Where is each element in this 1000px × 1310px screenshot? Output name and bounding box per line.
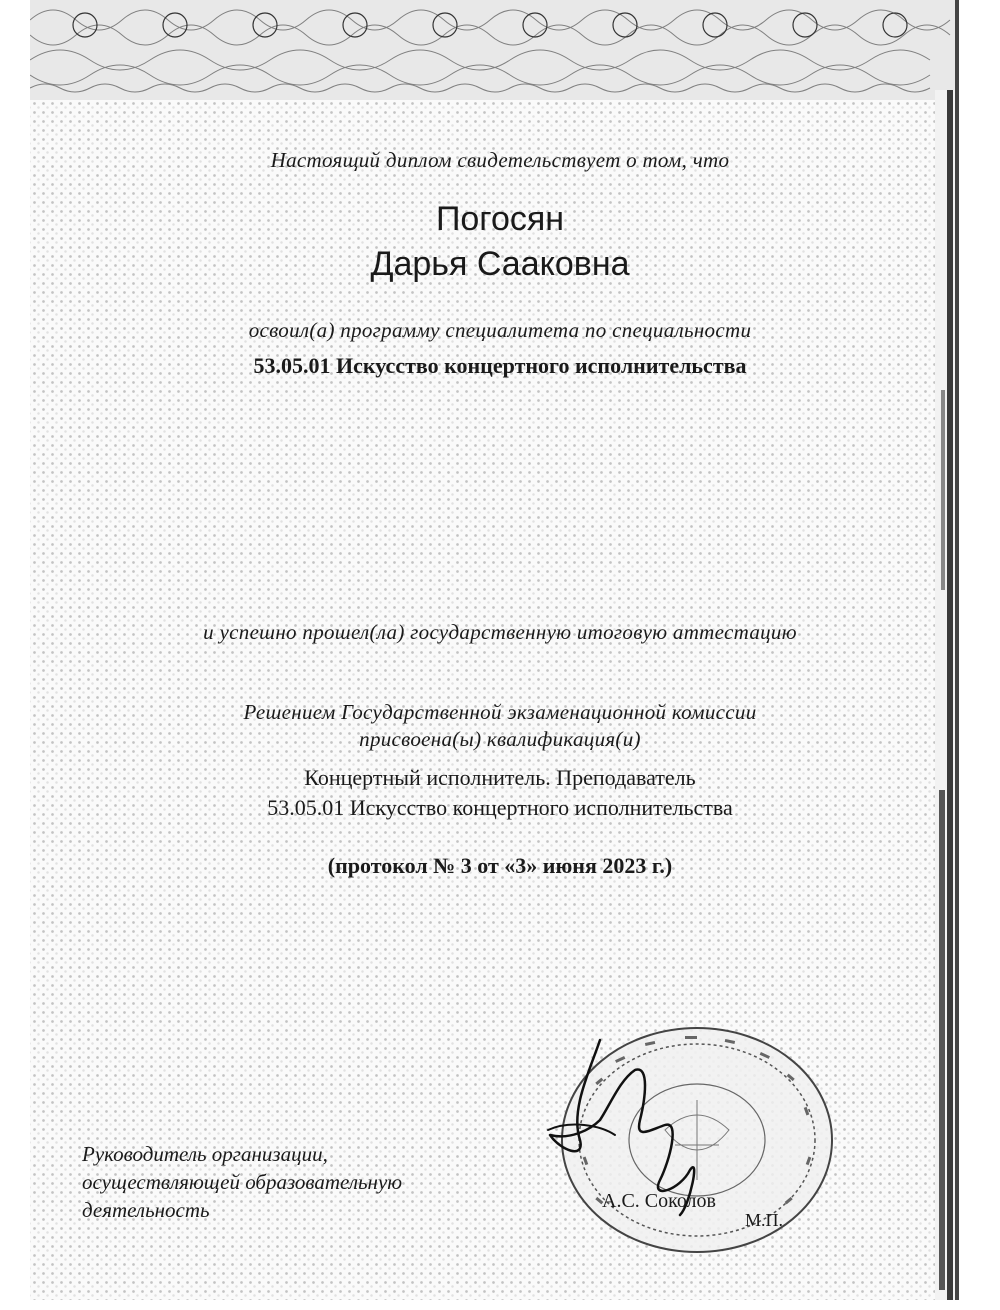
specialty-code: 53.05.01 Искусство концертного исполнительства: [253, 353, 747, 378]
student-given-names: Дарья Сааковна: [370, 245, 630, 283]
signer-name: А.С. Соколов: [602, 1190, 716, 1212]
diploma-intro: Настоящий диплом свидетельствует о том, что: [270, 148, 730, 172]
guilloche-ornament: [30, 0, 955, 100]
signatory-role-line: Руководитель организации,: [82, 1142, 328, 1166]
qualification-specialty: 53.05.01 Искусство концертного исполнительства: [267, 795, 733, 820]
commission-decision: Решением Государственной экзаменационной комиссии: [243, 700, 757, 724]
qualification-assigned: присвоена(ы) квалификация(и): [359, 727, 641, 751]
signatory-role-line: деятельность: [82, 1198, 210, 1222]
signatory-role: [82, 1140, 402, 1224]
protocol-reference: (протокол № 3 от «3» июня 2023 г.): [327, 853, 673, 878]
student-surname: Погосян: [435, 200, 565, 238]
qualification-title: Концертный исполнитель. Преподаватель: [304, 765, 696, 790]
signatory-role-line: осуществляющей образовательную: [82, 1170, 403, 1194]
program-statement: освоил(а) программу специалитета по специальности: [248, 318, 752, 342]
seal-place-marker: М.П.: [745, 1210, 784, 1230]
attestation-statement: и успешно прошел(ла) государственную итоговую аттестацию: [203, 620, 797, 644]
